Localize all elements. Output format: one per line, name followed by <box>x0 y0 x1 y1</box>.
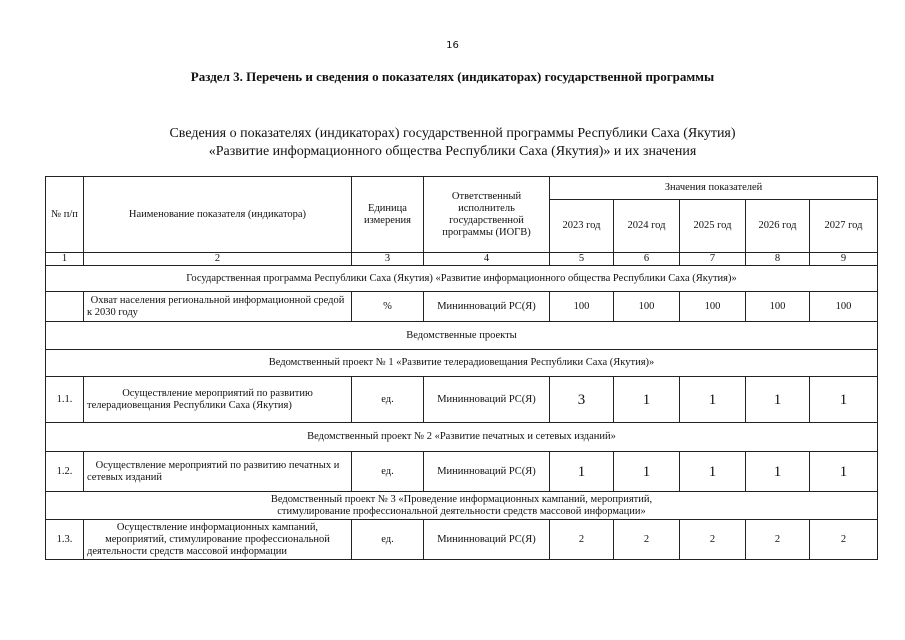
indicator-value-2026: 1 <box>746 377 810 423</box>
indicator-unit: ед. <box>352 377 424 423</box>
indicator-value-2024: 1 <box>614 452 680 492</box>
indicator-value-2025: 100 <box>680 292 746 322</box>
column-number: 6 <box>614 253 680 266</box>
indicator-value-2023: 3 <box>550 377 614 423</box>
header-year: 2024 год <box>614 200 680 253</box>
indicator-value-2027: 1 <box>810 377 878 423</box>
header-values-group: Значения показателей <box>550 177 878 200</box>
header-year: 2027 год <box>810 200 878 253</box>
indicator-value-2026: 100 <box>746 292 810 322</box>
column-number: 1 <box>46 253 84 266</box>
indicator-executor: Мининноваций РС(Я) <box>424 377 550 423</box>
column-number-row <box>46 253 878 266</box>
row-num: 1.3. <box>46 520 84 560</box>
column-number: 8 <box>746 253 810 266</box>
indicator-value-2024: 100 <box>614 292 680 322</box>
indicator-name: Осуществление информационных кампаний, мероприятий, стимулирование профессиональной деятельности средств массовой информации <box>84 520 352 560</box>
column-number: 7 <box>680 253 746 266</box>
section-title: Раздел 3. Перечень и сведения о показателях (индикаторах) государственной программы <box>190 69 715 84</box>
indicator-value-2023: 1 <box>550 452 614 492</box>
indicator-value-2026: 1 <box>746 452 810 492</box>
indicator-value-2024: 2 <box>614 520 680 560</box>
page-number: 16 <box>446 40 459 51</box>
project-title: Ведомственный проект № 3 «Проведение информационных кампаний, мероприятий, стимулирование профессиональной деятельности средств массовой информации» <box>46 492 878 520</box>
departmental-projects-heading: Ведомственные проекты <box>46 322 878 350</box>
indicator-value-2027: 100 <box>810 292 878 322</box>
indicator-name: Охват населения региональной информационной средой к 2030 году <box>84 292 352 322</box>
table-caption-line-1: Сведения о показателях (индикаторах) государственной программы Республики Саха (Якутия) <box>169 126 736 141</box>
column-number: 3 <box>352 253 424 266</box>
table-caption <box>0 125 905 161</box>
header-unit: Единица измерения <box>352 177 424 253</box>
table-row <box>46 292 878 322</box>
project-title: Ведомственный проект № 2 «Развитие печатных и сетевых изданий» <box>46 423 878 452</box>
indicator-unit: % <box>352 292 424 322</box>
indicator-name: Осуществление мероприятий по развитию телерадиовещания Республики Саха (Якутия) <box>84 377 352 423</box>
indicator-executor: Мининноваций РС(Я) <box>424 292 550 322</box>
indicator-executor: Мининноваций РС(Я) <box>424 452 550 492</box>
indicators-table <box>45 176 878 560</box>
program-row <box>46 266 878 292</box>
program-title: Государственная программа Республики Саха (Якутия) «Развитие информационного общества Республики Саха (Якутия)» <box>46 266 878 292</box>
column-number: 4 <box>424 253 550 266</box>
header-year: 2026 год <box>746 200 810 253</box>
header-num: № п/п <box>46 177 84 253</box>
header-year: 2025 год <box>680 200 746 253</box>
indicator-value-2024: 1 <box>614 377 680 423</box>
table-row <box>46 520 878 560</box>
section-row <box>46 322 878 350</box>
indicator-value-2025: 2 <box>680 520 746 560</box>
indicator-unit: ед. <box>352 520 424 560</box>
column-number: 5 <box>550 253 614 266</box>
indicator-value-2023: 100 <box>550 292 614 322</box>
header-executor: Ответственный исполнитель государственной программы (ИОГВ) <box>424 177 550 253</box>
indicator-value-2025: 1 <box>680 377 746 423</box>
table-caption-line-2: «Развитие информационного общества Республики Саха (Якутия)» и их значения <box>208 144 697 159</box>
header-year: 2023 год <box>550 200 614 253</box>
row-num <box>46 292 84 322</box>
table-row <box>46 452 878 492</box>
indicator-name: Осуществление мероприятий по развитию печатных и сетевых изданий <box>84 452 352 492</box>
indicator-value-2027: 1 <box>810 452 878 492</box>
column-number: 2 <box>84 253 352 266</box>
indicator-value-2027: 2 <box>810 520 878 560</box>
header-row <box>46 177 878 200</box>
indicator-executor: Мининноваций РС(Я) <box>424 520 550 560</box>
column-number: 9 <box>810 253 878 266</box>
project-title-row <box>46 492 878 520</box>
row-num: 1.2. <box>46 452 84 492</box>
indicator-value-2026: 2 <box>746 520 810 560</box>
indicator-value-2025: 1 <box>680 452 746 492</box>
header-name: Наименование показателя (индикатора) <box>84 177 352 253</box>
indicator-value-2023: 2 <box>550 520 614 560</box>
project-title: Ведомственный проект № 1 «Развитие телерадиовещания Республики Саха (Якутия)» <box>46 350 878 377</box>
row-num: 1.1. <box>46 377 84 423</box>
project-title-row <box>46 423 878 452</box>
project-title-row <box>46 350 878 377</box>
indicator-unit: ед. <box>352 452 424 492</box>
table-row <box>46 377 878 423</box>
